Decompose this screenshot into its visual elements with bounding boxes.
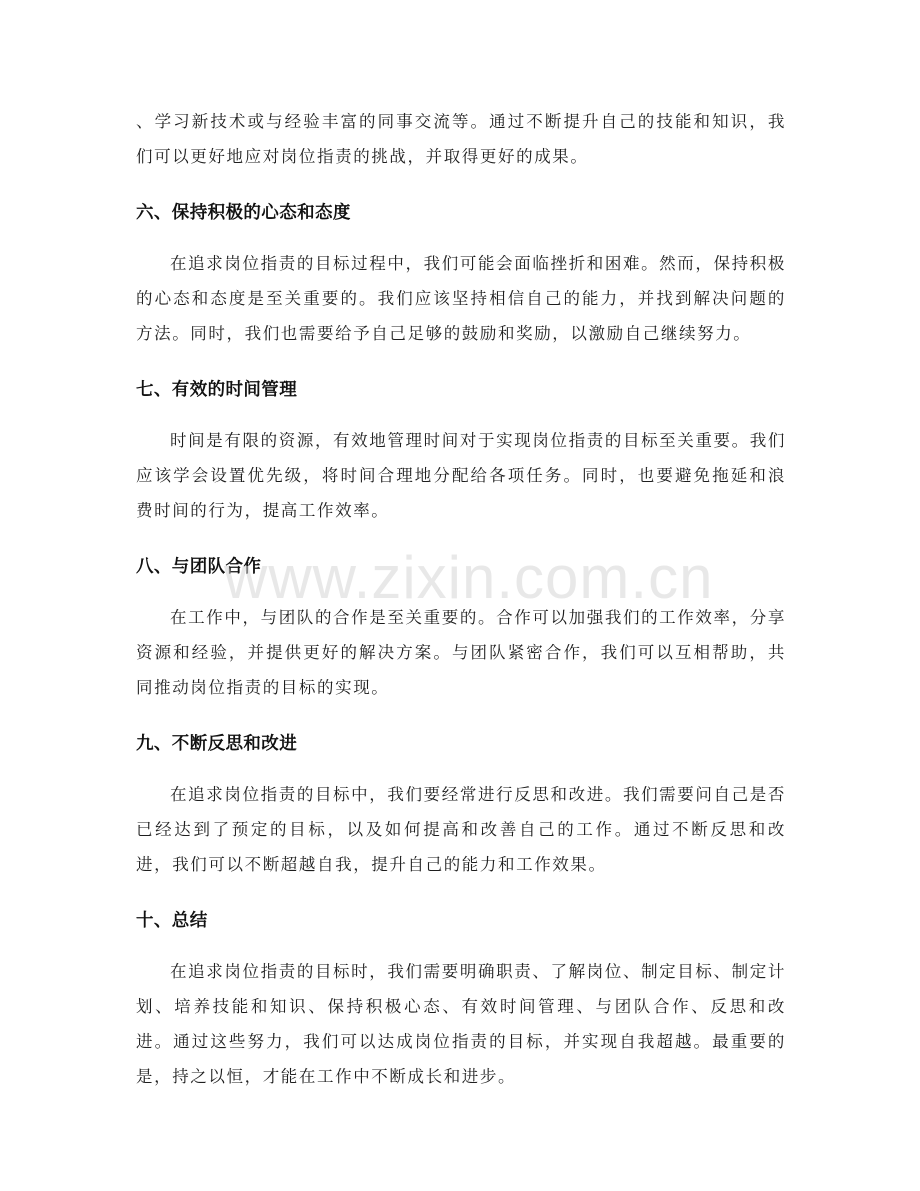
section-10-heading: 十、总结 bbox=[136, 911, 208, 931]
section-8-paragraph: 在工作中，与团队的合作是至关重要的。合作可以加强我们的工作效率，分享资源和经验，并提供更好的解决方案。与团队紧密合作，我们可以互相帮助，共同推动岗位指责的目标的实现。 bbox=[136, 608, 786, 697]
intro-paragraph: 、学习新技术或与经验丰富的同事交流等。通过不断提升自己的技能和知识，我们可以更好地应对岗位指责的挑战，并取得更好的成果。 bbox=[136, 112, 786, 166]
section-6-paragraph: 在追求岗位指责的目标过程中，我们可能会面临挫折和困难。然而，保持积极的心态和态度是至关重要的。我们应该坚持相信自己的能力，并找到解决问题的方法。同时，我们也需要给予自己足够的鼓励和奖励，以激励自己继续努力。 bbox=[136, 254, 786, 343]
section-9-paragraph: 在追求岗位指责的目标中，我们要经常进行反思和改进。我们需要问自己是否已经达到了预定的目标，以及如何提高和改善自己的工作。通过不断反思和改进，我们可以不断超越自我，提升自己的能力和工作效果。 bbox=[136, 785, 786, 874]
section-7-paragraph: 时间是有限的资源，有效地管理时间对于实现岗位指责的目标至关重要。我们应该学会设置优先级，将时间合理地分配给各项任务。同时，也要避免拖延和浪费时间的行为，提高工作效率。 bbox=[136, 431, 786, 520]
section-6-heading: 六、保持积极的心态和态度 bbox=[136, 203, 351, 223]
watermark: www.zixin.com.cn bbox=[224, 544, 714, 611]
section-10-paragraph: 在追求岗位指责的目标时，我们需要明确职责、了解岗位、制定目标、制定计划、培养技能和知识、保持积极心态、有效时间管理、与团队合作、反思和改进。通过这些努力，我们可以达成岗位指责的目标，并实现自我超越。最重要的是，持之以恒，才能在工作中不断成长和进步。 bbox=[136, 962, 786, 1086]
document-body bbox=[136, 104, 786, 1094]
section-9-heading: 九、不断反思和改进 bbox=[136, 734, 298, 754]
section-7-heading: 七、有效的时间管理 bbox=[136, 380, 298, 400]
section-8-heading: 八、与团队合作 bbox=[136, 557, 262, 577]
